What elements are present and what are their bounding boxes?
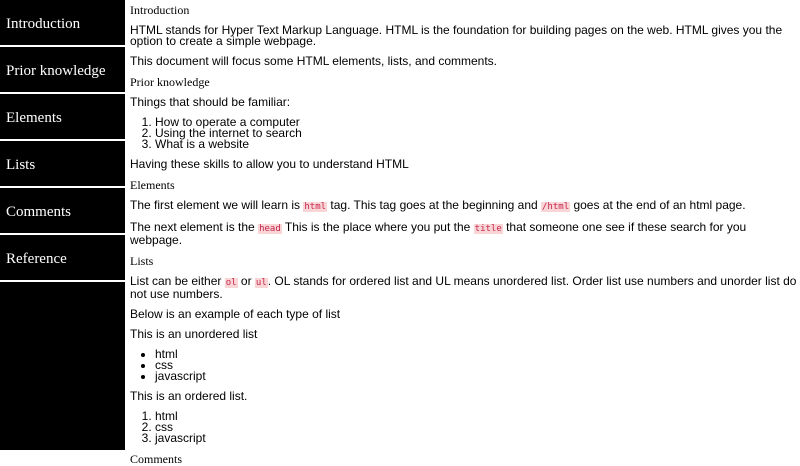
nav-link-introduction[interactable]: [0, 0, 125, 47]
nav-link-reference[interactable]: [0, 235, 125, 282]
section-header: Prior knowledge: [130, 75, 210, 89]
code-snippet: html: [304, 202, 327, 212]
nav-link-label: Prior knowledge: [6, 63, 106, 79]
paragraph: HTML stands for Hyper Text Markup Language. HTML is the foundation for building pages on the web. HTML gives you the option to create a simple webpage.: [130, 23, 783, 48]
nav-link-prior-knowledge[interactable]: [0, 47, 125, 94]
text: The next element is the: [130, 220, 259, 234]
text: or: [237, 274, 255, 288]
main-content: [125, 0, 800, 466]
section-prior-knowledge: [130, 76, 800, 170]
text: The first element we will learn is: [130, 198, 304, 212]
nav-link-elements[interactable]: [0, 94, 125, 141]
code-snippet: ol: [225, 278, 237, 288]
section-comments: [130, 453, 800, 466]
list-item: 1. html: [155, 411, 800, 422]
nav-link-label: Lists: [6, 157, 36, 173]
paragraph: Things that should be familiar:: [130, 95, 291, 109]
ordered-list: [130, 411, 800, 444]
section-elements: [130, 179, 800, 246]
paragraph: This document will focus some HTML elements, lists, and comments.: [130, 54, 498, 68]
nav-link-lists[interactable]: [0, 141, 125, 188]
paragraph: [130, 276, 800, 300]
code-snippet: ul: [255, 278, 267, 288]
list-item: 2. Using the internet to search: [155, 128, 800, 139]
nav-link-label: Reference: [6, 251, 67, 267]
section-header: Introduction: [130, 3, 190, 17]
paragraph: This is an ordered list.: [130, 389, 248, 403]
list-item: • javascript: [155, 371, 800, 382]
section-header: Elements: [130, 178, 175, 192]
list-item: 2. css: [155, 422, 800, 433]
ordered-list: [130, 117, 800, 150]
text: This is the place where you put the: [281, 220, 474, 234]
code-snippet: title: [474, 224, 502, 234]
main-doc[interactable]: [125, 0, 800, 466]
text: List can be either: [130, 274, 225, 288]
list-item: • css: [155, 360, 800, 371]
paragraph: This is an unordered list: [130, 327, 258, 341]
paragraph: Having these skills to allow you to understand HTML: [130, 157, 409, 171]
list-item: 3. What is a website: [155, 139, 800, 150]
section-header: Comments: [130, 452, 183, 466]
paragraph: [130, 222, 800, 246]
paragraph: [130, 200, 800, 213]
section-lists: [130, 255, 800, 444]
nav-link-label: Elements: [6, 110, 62, 126]
list-item: 1. How to operate a computer: [155, 117, 800, 128]
list-item: 3. javascript: [155, 433, 800, 444]
code-snippet: /html: [542, 202, 570, 212]
nav-link-comments[interactable]: [0, 188, 125, 235]
unordered-list: [130, 349, 800, 382]
list-item: • html: [155, 349, 800, 360]
text: that someone one see if these search for you webpage.: [130, 220, 747, 247]
text: goes at the end of an html page.: [570, 198, 746, 212]
code-snippet: head: [259, 224, 281, 234]
text: . OL stands for ordered list and UL means unordered list. Order list use numbers and unorder list do not use numbers.: [130, 274, 797, 301]
paragraph: Below is an example of each type of list: [130, 307, 341, 321]
text: tag. This tag goes at the beginning and: [327, 198, 542, 212]
section-introduction: [130, 4, 800, 67]
navbar: [0, 0, 125, 450]
nav-link-label: Comments: [6, 204, 72, 220]
nav-link-label: Introduction: [6, 16, 81, 32]
section-header: Lists: [130, 254, 154, 268]
